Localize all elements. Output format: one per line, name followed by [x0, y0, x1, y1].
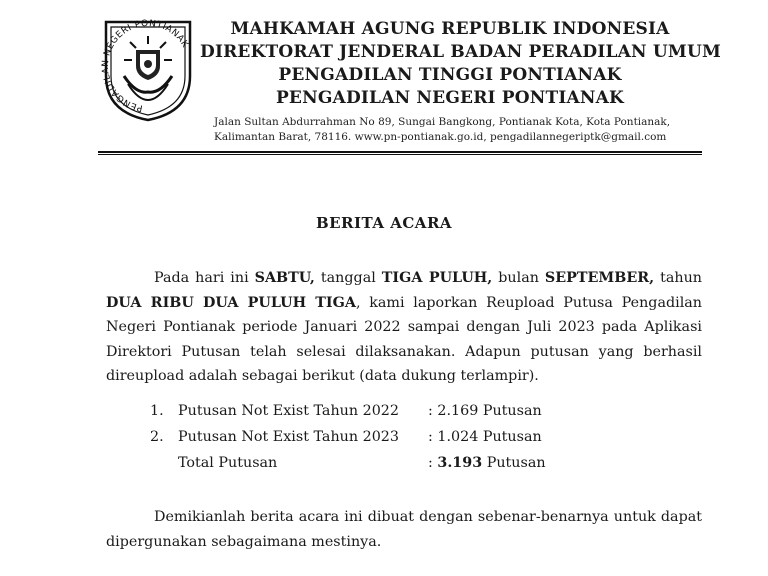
p1-date: TIGA PULUH, [381, 270, 493, 286]
p1-text-4: tahun [654, 270, 702, 286]
list-item-count: 1.024 [437, 429, 479, 445]
total-label: Total Putusan [178, 455, 278, 471]
total-unit: Putusan [486, 455, 546, 471]
address-line-1: Jalan Sultan Abdurrahman No 89, Sungai Bangkong, Pontianak Kota, Kota Pontianak, [214, 116, 671, 128]
list-total [150, 450, 546, 476]
p1-day: SABTU, [254, 270, 315, 286]
list-item-label: Putusan Not Exist Tahun 2023 [178, 429, 400, 445]
p1-text-5: , kami laporkan Reupload Putusa Pengadilan Negeri Pontianak periode Januari 2022 sampai dengan Juli 2023 pada Aplikasi Direktori Putusan telah selesai dilaksanakan. Adapun putusan yang berhasil direupload adalah sebagai berikut (data dukung terlampir). [106, 294, 702, 384]
total-count: 3.193 [437, 455, 483, 471]
list-item-unit: Putusan [482, 429, 542, 445]
letterhead-address [214, 115, 670, 145]
total-sep: : [428, 455, 433, 471]
list-item-sep: : [428, 429, 433, 445]
list-item-value [428, 398, 542, 424]
p1-month: SEPTEMBER, [544, 270, 655, 286]
list-item-number: 1. [150, 403, 164, 419]
letterhead-line-1: MAHKAMAH AGUNG REPUBLIK INDONESIA [230, 19, 670, 39]
total-value [428, 450, 546, 476]
p1-text-1: Pada hari ini [154, 270, 255, 286]
seal-text: PENGADILAN NEGERI PONTIANAK [100, 18, 190, 113]
p2-text: Demikianlah berita acara ini dibuat dengan sebenar-benarnya untuk dapat dipergunakan sebagaimana mestinya. [106, 509, 702, 550]
list-item-value [428, 424, 542, 450]
body-paragraph-2 [106, 505, 702, 554]
letterhead-line-3: PENGADILAN TINGGI PONTIANAK [278, 65, 622, 85]
list-item-label: Putusan Not Exist Tahun 2022 [178, 403, 400, 419]
court-seal-logo [98, 14, 198, 124]
list-item-number: 2. [150, 429, 164, 445]
list-item-count: 2.169 [437, 403, 479, 419]
putusan-list [150, 398, 546, 476]
p1-year: DUA RIBU DUA PULUH TIGA [106, 294, 356, 311]
list-item [150, 398, 546, 424]
body-paragraph-1 [106, 266, 702, 389]
list-item-unit: Putusan [482, 403, 542, 419]
list-item-sep: : [428, 403, 433, 419]
header-rule-thick [98, 151, 702, 153]
p1-text-2: tanggal [314, 270, 382, 286]
document-title: BERITA ACARA [315, 214, 453, 232]
header-rule-thin [98, 154, 702, 155]
letterhead-line-2: DIREKTORAT JENDERAL BADAN PERADILAN UMUM [200, 42, 721, 62]
list-item [150, 424, 546, 450]
letterhead-line-4: PENGADILAN NEGERI PONTIANAK [275, 88, 625, 108]
letterhead [200, 18, 721, 110]
p1-text-3: bulan [492, 270, 545, 286]
address-line-2: Kalimantan Barat, 78116. www.pn-pontianak.go.id, pengadilannegeriptk@gmail.com [214, 131, 667, 143]
